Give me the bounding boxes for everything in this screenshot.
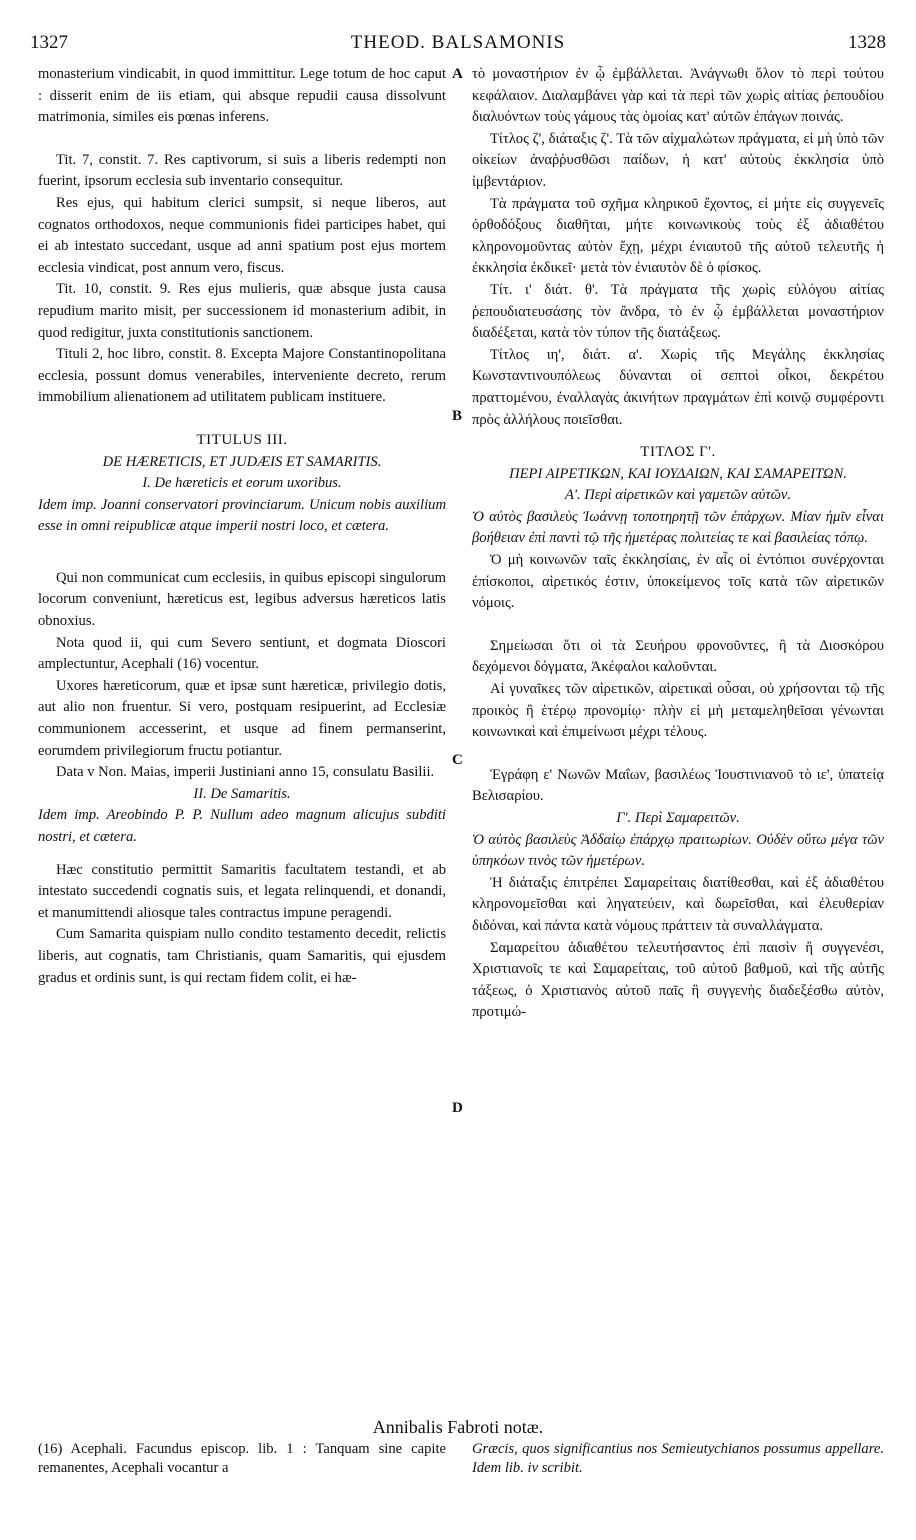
greek-paragraph: Σαμαρείτου ἀδιαθέτου τελευτήσαντος ἐπὶ παισὶν ἢ συγγενέσι, Χριστιανοῖς τε καὶ Σαμαρείταις, τοῦ αὐτοῦ βαθμοῦ, καὶ τῆς αὐτῆς τάξεως, ὁ Χριστιανὸς αὐτοῦ παῖς ἢ συγγενὴς διαδεξέσθω αὐτὸν, προτιμώ- — [472, 939, 884, 1021]
latin-section-title: TITULUS III. — [196, 431, 288, 448]
greek-paragraph: Ὁ μὴ κοινωνῶν ταῖς ἐκκλησίαις, ἐν αἷς οἱ ἐντόπιοι συνέρχονται ἐπίσκοποι, αἱρετικός ἐστιν, ὑποκείμενος τοῖς κατὰ τῶν αἱρετικῶν νόμοις. — [472, 552, 884, 612]
latin-paragraph: Nota quod ii, qui cum Severo sentiunt, et dogmata Dioscori amplectuntur, Acephali (16) vocentur. — [38, 634, 446, 673]
latin-subsection-heading: II. De Samaritis. — [193, 785, 291, 802]
greek-paragraph: Τίτλος ζ', διάταξις ζ'. Τὰ τῶν αἰχμαλώτων πράγματα, εἰ μὴ ὑπὸ τῶν οἰκείων ἀναῤῥυσθῶσι παίδων, ἡ κατ' αὐτοὺς ἐκκλησία ὑπὸ ἰμβεντάριον. — [472, 130, 884, 190]
margin-marker-c: C — [452, 752, 463, 768]
footnote-right: Græcis, quos significantius nos Semieutychianos possumus appellare. Idem lib. iv scribit. — [472, 1441, 884, 1476]
latin-paragraph: Data v Non. Maias, imperii Justiniani anno 15, consulatu Basilii. — [56, 764, 435, 781]
greek-paragraph: Ἐγράφη ε' Νωνῶν Μαΐων, βασιλέως Ἰουστινιανοῦ τὸ ιε', ὑπατείᾳ Βελισαρίου. — [472, 766, 884, 805]
latin-paragraph: Tit. 7, constit. 7. Res captivorum, si suis a liberis redempti non fuerint, ipsorum ecclesia sub inventario consequitur. — [38, 151, 446, 190]
latin-subsection-heading: I. De hæreticis et eorum uxoribus. — [142, 475, 342, 492]
margin-marker-b: B — [452, 408, 463, 424]
notes-title: Annibalis Fabroti notæ. — [372, 1417, 544, 1437]
latin-paragraph: Uxores hæreticorum, quæ et ipsæ sunt hæreticæ, privilegio dotis, aut alio non fruentur. Si vero, postquam resipuerint, ad Ecclesiæ communionem accesserint, et usque ad finem permanserint, eorumdem privilegiorum fructu potiantur. — [38, 677, 446, 759]
greek-paragraph: Τίτ. ι' διάτ. θ'. Τὰ πράγματα τῆς χωρὶς εὐλόγου αἰτίας ῥεπουδιατευσάσης τὸν ἄνδρα, τὸ ἐν ᾧ ἐμβάλλεται μοναστήριον διαδέξεται, κατὰ τὸν τύπον τῆς διατάξεως. — [472, 281, 884, 342]
latin-paragraph: monasterium vindicabit, in quod immittitur. Lege totum de hoc caput : disserit enim de iis etiam, qui absque repudii causa dissolvunt matrimonia, similes eis pœnas inferens. — [38, 66, 446, 126]
greek-constitution-intro: Ὁ αὐτὸς βασιλεὺς Ἀδδαίῳ ἐπάρχῳ πραιτωρίων. Οὐδὲν οὕτω μέγα τῶν ὑπηκόων τινὸς τῶν ἡμετέρων. — [472, 831, 884, 870]
margin-marker-a: A — [452, 66, 463, 82]
footnote-left: (16) Acephali. Facundus episcop. lib. 1 : Tanquam sine capite remanentes, Acephali vocantur a — [38, 1441, 446, 1476]
latin-section-heading: DE HÆRETICIS, ET JUDÆIS ET SAMARITIS. — [102, 453, 382, 470]
page-header — [30, 32, 886, 58]
latin-paragraph: Tituli 2, hoc libro, constit. 8. Excepta Majore Constantinopolitana ecclesia, possunt domus venerabiles, interveniente decreto, rerum immobilium alienationem ad utilitatem publicam instituere. — [38, 346, 446, 406]
latin-paragraph: Qui non communicat cum ecclesiis, in quibus episcopi singulorum locorum conveniunt, hæreticus est, legibus adversus hæreticos latis obnoxius. — [38, 569, 446, 630]
latin-constitution-intro: Idem imp. Joanni conservatori provinciarum. Unicum nobis auxilium esse in omni reipublicæ atque imperii nostri loco, et cætera. — [38, 496, 446, 535]
greek-constitution-intro: Ὁ αὐτὸς βασιλεὺς Ἰωάννῃ τοποτηρητῇ τῶν ἐπάρχων. Μίαν ἡμῖν εἶναι βοήθειαν ἐπὶ παντὶ τῷ τῆς ἡμετέρας πολιτείας τε καὶ βασιλείας τόπῳ. — [472, 508, 884, 547]
greek-paragraph: Ἡ διάταξις ἐπιτρέπει Σαμαρείταις διατίθεσθαι, καὶ ἐξ ἀδιαθέτου κληρονομεῖσθαι καὶ ληγατεύειν, καὶ δωρεῖσθαι, καὶ ἐλευθερίαν διδόναι, καὶ πάντα κατὰ νόμους πράττειν τὰ συναλλάγματα. — [472, 874, 884, 934]
latin-paragraph: Tit. 10, constit. 9. Res ejus mulieris, quæ absque justa causa repudium marito misit, per successionem id monasterium adibit, in quod redigitur, juxta constitutionis sanctionem. — [38, 281, 446, 341]
greek-paragraph: Τὰ πράγματα τοῦ σχῆμα κληρικοῦ ἔχοντος, εἰ μήτε εἰς συγγενεῖς ὀρθοδόξους διαθῆται, μήτε κοινωνικοὺς τοὺς ἐξ ἀδιαθέτου κληρονομοῦντας αὐτὸν ἔχῃ, μέχρι ἐνιαυτοῦ τῆς αὐτοῦ τελευτῆς ἡ ἐκκλησία ἐκδικεῖ· μετὰ τὸν ἐνιαυτὸν δὲ ὁ φίσκος. — [472, 195, 884, 277]
greek-paragraph: Τίτλος ιη', διάτ. α'. Χωρὶς τῆς Μεγάλης ἐκκλησίας Κωνσταντινουπόλεως δύνανται οἱ σεπτοὶ οἶκοι, δεκρέτου πραττομένου, ἐναλλαγὰς ἀκινήτων πραγμάτων ἐπὶ κοινῷ συμφέροντι πρὸς ἀλλήλους ποιεῖσθαι. — [472, 346, 884, 428]
greek-section-heading: ΠΕΡΙ ΑΙΡΕΤΙΚΩΝ, ΚΑΙ ΙΟΥΔΑΙΩΝ, ΚΑΙ ΣΑΜΑΡΕΙΤΩΝ. — [509, 465, 847, 482]
greek-column — [472, 64, 884, 1024]
running-title: THEOD. BALSAMONIS — [350, 32, 566, 53]
latin-constitution-intro: Idem imp. Areobindo P. P. Nullum adeo magnum alicujus subditi nostri, et cætera. — [38, 807, 446, 845]
left-page-number: 1327 — [30, 32, 68, 53]
margin-marker-d: D — [452, 1100, 463, 1116]
greek-paragraph: Αἱ γυναῖκες τῶν αἱρετικῶν, αἱρετικαὶ οὖσαι, οὐ χρήσονται τῷ τῆς προικὸς ἢ ἑτέρῳ προνομίῳ· πλὴν εἰ μὴ μεταμεληθεῖσαι γένωνται κοινωνικαὶ καὶ ἐπιμείνωσι μέχρι τέλους. — [472, 681, 884, 741]
greek-subsection-heading: Γ'. Περὶ Σαμαρειτῶν. — [616, 810, 740, 826]
greek-paragraph: τὸ μοναστήριον ἐν ᾧ ἐμβάλλεται. Ἀνάγνωθι ὅλον τὸ περὶ τούτου κεφάλαιον. Διαλαμβάνει γὰρ καὶ τὰ περὶ τῶν χωρὶς αἰτίας ῥεπουδίου διαλυόντων τοὺς γάμους τὰς ὁμοίας κατ' αὐτῶν ἐπάγων ποινάς. — [472, 66, 884, 126]
greek-paragraph: Σημείωσαι ὅτι οἱ τὰ Σευήρου φρονοῦντες, ἢ τὰ Διοσκόρου δεχόμενοι δόγματα, Ἀκέφαλοι καλοῦνται. — [472, 637, 884, 676]
latin-paragraph: Hæc constitutio permittit Samaritis facultatem testandi, et ab intestato succedendi cognatis suis, et legata relinquendi, et donandi, et manumittendi aliosque tales contractus impune peragendi. — [38, 861, 446, 921]
latin-column — [38, 64, 446, 989]
right-page-number: 1328 — [848, 32, 886, 53]
latin-paragraph: Res ejus, qui habitum clerici sumpsit, si neque liberos, aut cognatos orthodoxos, neque communionis fidei participes habet, qui ei ab intestato succedant, usque ad anni spatium post ejus mortem ecclesia vindicat, post annum vero, fiscus. — [38, 194, 446, 276]
latin-paragraph: Cum Samarita quispiam nullo condito testamento decedit, relictis liberis, aut cognatis, tam Christianis, quam Samaritis, qui ejusdem gradus et ordinis sunt, is qui rectam fidem colit, ei hæ- — [38, 926, 446, 986]
greek-subsection-heading: Α'. Περὶ αἱρετικῶν καὶ γαμετῶν αὐτῶν. — [564, 487, 792, 504]
greek-section-title: ΤΙΤΛΟΣ Γ'. — [640, 444, 716, 461]
